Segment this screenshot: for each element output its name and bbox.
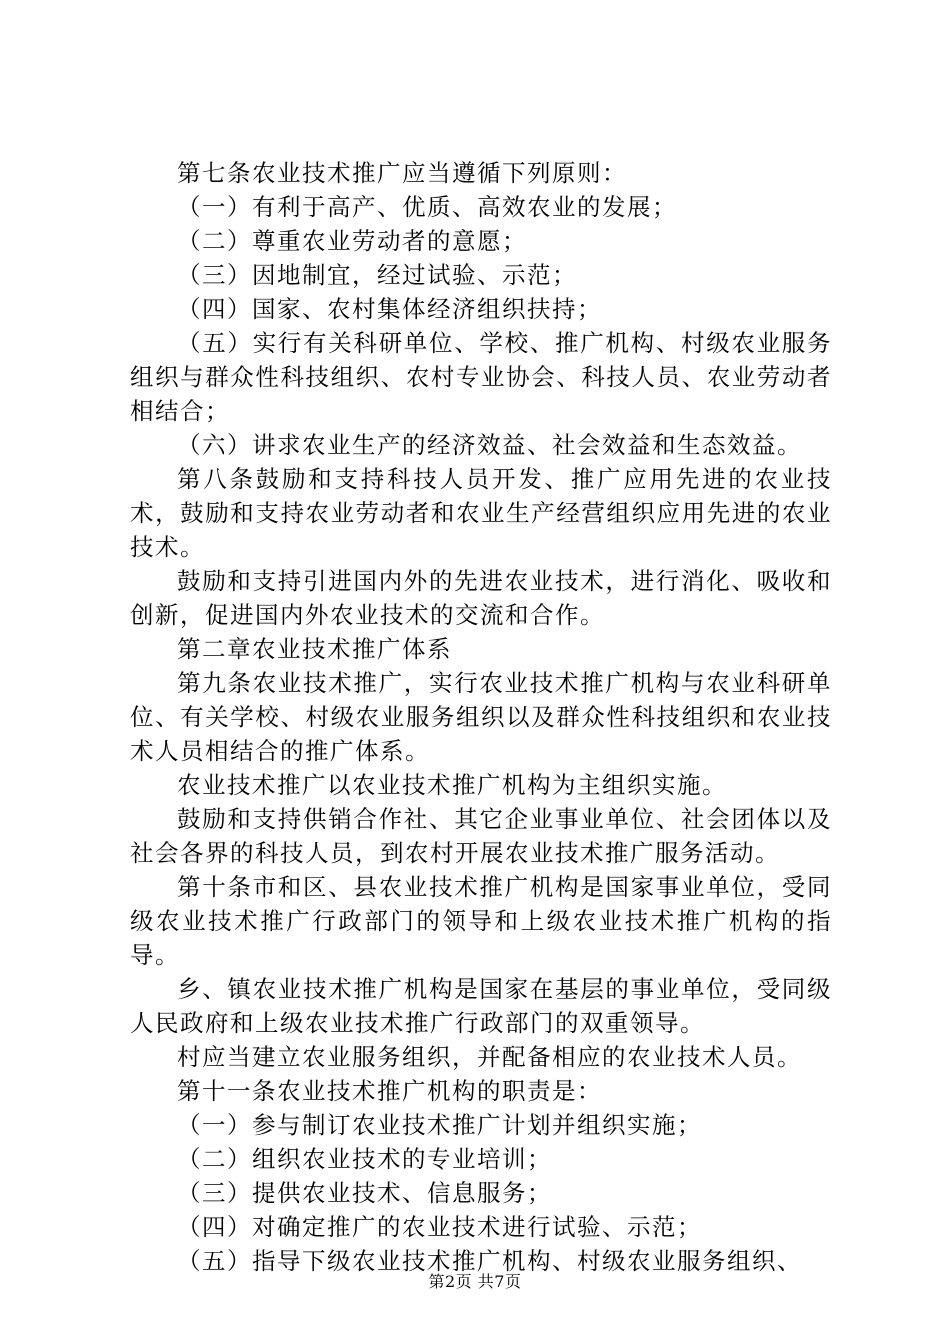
paragraph: 鼓励和支持供销合作社、其它企业事业单位、社会团体以及社会各界的科技人员，到农村开展农业技术推广服务活动。 <box>130 805 832 867</box>
paragraph: （一）有利于高产、优质、高效农业的发展； <box>177 193 677 221</box>
paragraph: （五）实行有关科研单位、学校、推广机构、村级农业服务组织与群众性科技组织、农村专业协会、科技人员、农业劳动者相结合； <box>130 329 832 425</box>
paragraph: （三）因地制宜，经过试验、示范； <box>177 261 577 289</box>
paragraph: （一）参与制订农业技术推广计划并组织实施； <box>177 1111 702 1139</box>
paragraph: （三）提供农业技术、信息服务； <box>177 1179 552 1207</box>
paragraph: （六）讲求农业生产的经济效益、社会效益和生态效益。 <box>177 431 802 459</box>
paragraph: 第七条农业技术推广应当遵循下列原则： <box>177 159 627 187</box>
paragraph: 乡、镇农业技术推广机构是国家在基层的事业单位，受同级人民政府和上级农业技术推广行政部门的双重领导。 <box>130 975 832 1037</box>
paragraph: 第九条农业技术推广，实行农业技术推广机构与农业科研单位、有关学校、村级农业服务组织以及群众性科技组织和农业技术人员相结合的推广体系。 <box>130 669 832 765</box>
paragraph: （五）指导下级农业技术推广机构、村级农业服务组织、 <box>177 1247 802 1275</box>
paragraph: （四）对确定推广的农业技术进行试验、示范； <box>177 1213 702 1241</box>
paragraph: 村应当建立农业服务组织，并配备相应的农业技术人员。 <box>177 1043 802 1071</box>
page-number-footer: 第2页 共7页 <box>428 1272 522 1291</box>
paragraph: 第十条市和区、县农业技术推广机构是国家事业单位，受同级农业技术推广行政部门的领导和上级农业技术推广机构的指导。 <box>130 873 832 969</box>
chapter-heading: 第二章农业技术推广体系 <box>177 635 452 663</box>
paragraph: 农业技术推广以农业技术推广机构为主组织实施。 <box>177 771 727 799</box>
paragraph: 鼓励和支持引进国内外的先进农业技术，进行消化、吸收和创新，促进国内外农业技术的交流和合作。 <box>130 567 832 629</box>
document-body <box>130 156 832 1278</box>
paragraph: （二）组织农业技术的专业培训； <box>177 1145 552 1173</box>
paragraph: 第十一条农业技术推广机构的职责是： <box>177 1077 602 1105</box>
paragraph: 第八条鼓励和支持科技人员开发、推广应用先进的农业技术，鼓励和支持农业劳动者和农业生产经营组织应用先进的农业技术。 <box>130 465 832 561</box>
paragraph: （四）国家、农村集体经济组织扶持； <box>177 295 602 323</box>
paragraph: （二）尊重农业劳动者的意愿； <box>177 227 527 255</box>
